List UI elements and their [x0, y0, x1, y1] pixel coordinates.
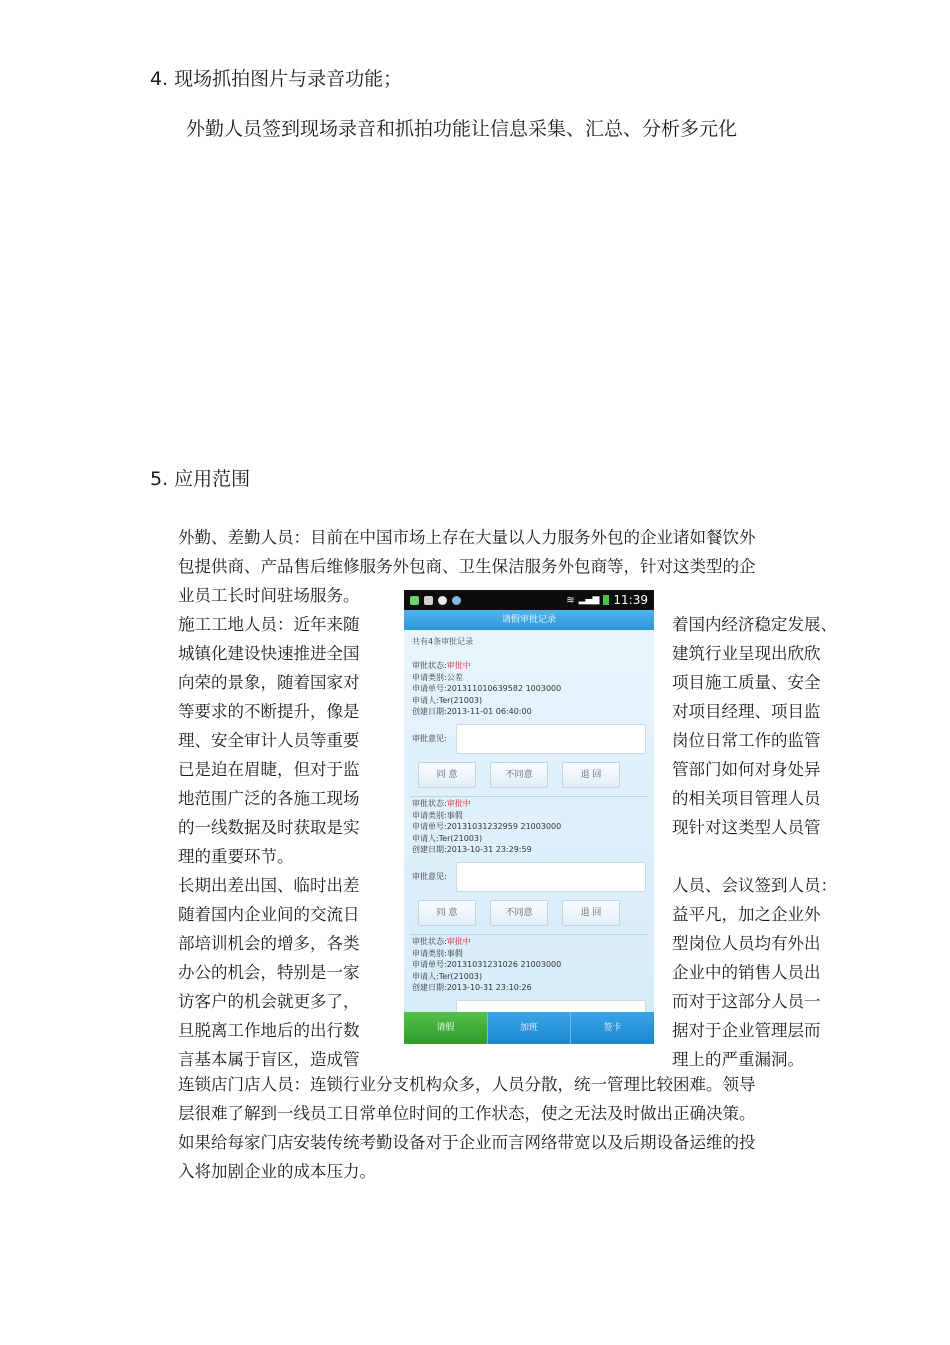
text-line: 项目施工质量、安全: [672, 673, 821, 692]
created-date: 创建日期:2013-10-31 23:10:26: [412, 983, 532, 992]
text-line: 人员、会议签到人员：: [672, 876, 837, 895]
return-button[interactable]: 退 回: [562, 900, 620, 926]
approval-record: [412, 798, 648, 926]
left-text-column: [178, 610, 398, 1074]
phone-status-bar: [404, 590, 654, 610]
opinion-input[interactable]: [456, 862, 646, 892]
applicant: 申请人:Ter(21003): [412, 971, 483, 981]
created-date: 创建日期:2013-10-31 23:29:59: [412, 845, 532, 854]
status-badge: 审批中: [446, 937, 471, 946]
text-line: 访客户的机会就更多了，: [178, 992, 360, 1011]
status-time: 11:39: [613, 593, 648, 607]
text-line: 着国内经济稳定发展、: [672, 615, 837, 634]
record-count: 共有4条审批记录: [412, 637, 474, 646]
opinion-label: 审批意见:: [412, 872, 447, 881]
section-5-heading: 5. 应用范围: [150, 468, 251, 490]
phone-screenshot: [404, 590, 654, 1044]
text-line: 如果给每家门店安装传统考勤设备对于企业而言网络带宽以及后期设备运维的投: [178, 1133, 756, 1152]
text-line: 施工工地人员：近年来随: [178, 615, 360, 634]
text-line: 向荣的景象，随着国家对: [178, 673, 360, 692]
text-line: 长期出差出国、临时出差: [178, 876, 360, 895]
text-line: 言基本属于盲区，造成管: [178, 1050, 360, 1069]
request-type: 申请类别:公差: [412, 672, 463, 682]
text-line: 建筑行业呈现出欣欣: [672, 644, 821, 663]
applicant: 申请人:Ter(21003): [412, 833, 483, 843]
opinion-input[interactable]: [456, 724, 646, 754]
approve-button[interactable]: 同 意: [418, 900, 476, 926]
status-label: 审批状态:: [412, 661, 447, 670]
text-line: 业员工长时间驻场服务。: [178, 586, 360, 605]
text-line: 的一线数据及时获取是实: [178, 818, 360, 837]
text-line: 层很难了解到一线员工日常单位时间的工作状态，使之无法及时做出正确决策。: [178, 1104, 756, 1123]
usb-icon: [410, 596, 419, 605]
request-type: 申请类别:事假: [412, 948, 463, 958]
text-line: 岗位日常工作的监管: [672, 731, 821, 750]
text-line: 城镇化建设快速推进全国: [178, 644, 360, 663]
tab-leave[interactable]: 请假: [404, 1012, 487, 1044]
text-line: 包提供商、产品售后维修服务外包商、卫生保洁服务外包商等，针对这类型的企: [178, 557, 756, 576]
status-label: 审批状态:: [412, 937, 447, 946]
request-number: 申请单号:201311010639582 1003000: [412, 684, 562, 693]
text-line: 连锁店门店人员：连锁行业分支机构众多，人员分散，统一管理比较困难。领导: [178, 1075, 756, 1094]
text-line: [672, 842, 942, 871]
tab-overtime[interactable]: 加班: [487, 1012, 571, 1044]
app-icon: [452, 596, 461, 605]
sd-card-icon: [424, 596, 433, 605]
applicant: 申请人:Ter(21003): [412, 695, 483, 705]
text-line: 外勤、差勤人员：目前在中国市场上存在大量以人力服务外包的企业诸如餐饮外: [178, 528, 756, 547]
record-divider: [410, 796, 648, 797]
phone-tab-bar: [404, 1012, 654, 1044]
signal-icon: ▂▄▆: [578, 595, 600, 605]
status-badge: 审批中: [446, 799, 471, 808]
return-button[interactable]: 退 回: [562, 762, 620, 788]
text-line: 的相关项目管理人员: [672, 789, 821, 808]
alert-icon: [438, 596, 447, 605]
outro-paragraph: [178, 1070, 756, 1186]
text-line: 现针对这类型人员管: [672, 818, 821, 837]
status-badge: 审批中: [446, 661, 471, 670]
text-line: 已是迫在眉睫，但对于监: [178, 760, 360, 779]
text-line: 地范围广泛的各施工现场: [178, 789, 360, 808]
phone-title-bar: 请假审批记录: [404, 610, 654, 630]
text-line: 理的重要环节。: [178, 847, 294, 866]
request-number: 申请单号:20131031232959 21003000: [412, 822, 562, 831]
record-divider: [410, 934, 648, 935]
section-4-heading: 4. 现场抓拍图片与录音功能；: [150, 68, 403, 90]
text-line: 而对于这部分人员一: [672, 992, 821, 1011]
text-line: 部培训机会的增多，各类: [178, 934, 360, 953]
text-line: 据对于企业管理层而: [672, 1021, 821, 1040]
battery-icon: [603, 595, 609, 605]
reject-button[interactable]: 不同意: [490, 762, 548, 788]
text-line: 理上的严重漏洞。: [672, 1050, 804, 1069]
approve-button[interactable]: 同 意: [418, 762, 476, 788]
request-type: 申请类别:事假: [412, 810, 463, 820]
text-line: 等要求的不断提升，像是: [178, 702, 360, 721]
status-label: 审批状态:: [412, 799, 447, 808]
created-date: 创建日期:2013-11-01 06:40:00: [412, 707, 532, 716]
text-line: 入将加剧企业的成本压力。: [178, 1162, 376, 1181]
text-line: 旦脱离工作地后的出行数: [178, 1021, 360, 1040]
tab-sign-card[interactable]: 签卡: [570, 1012, 654, 1044]
section-4-text: 外勤人员签到现场录音和抓拍功能让信息采集、汇总、分析多元化: [186, 118, 738, 140]
right-text-column: [672, 610, 942, 1074]
text-line: 企业中的销售人员出: [672, 963, 821, 982]
text-line: 随着国内企业间的交流日: [178, 905, 360, 924]
text-line: 益平凡，加之企业外: [672, 905, 821, 924]
text-line: 办公的机会，特别是一家: [178, 963, 360, 982]
approval-record: [412, 660, 648, 788]
text-line: 理、安全审计人员等重要: [178, 731, 360, 750]
text-line: 管部门如何对身处异: [672, 760, 821, 779]
opinion-label: 审批意见:: [412, 734, 447, 743]
text-line: 对项目经理、项目监: [672, 702, 821, 721]
reject-button[interactable]: 不同意: [490, 900, 548, 926]
wifi-icon: ≋: [566, 594, 575, 606]
text-line: 型岗位人员均有外出: [672, 934, 821, 953]
request-number: 申请单号:20131031231026 21003000: [412, 960, 562, 969]
